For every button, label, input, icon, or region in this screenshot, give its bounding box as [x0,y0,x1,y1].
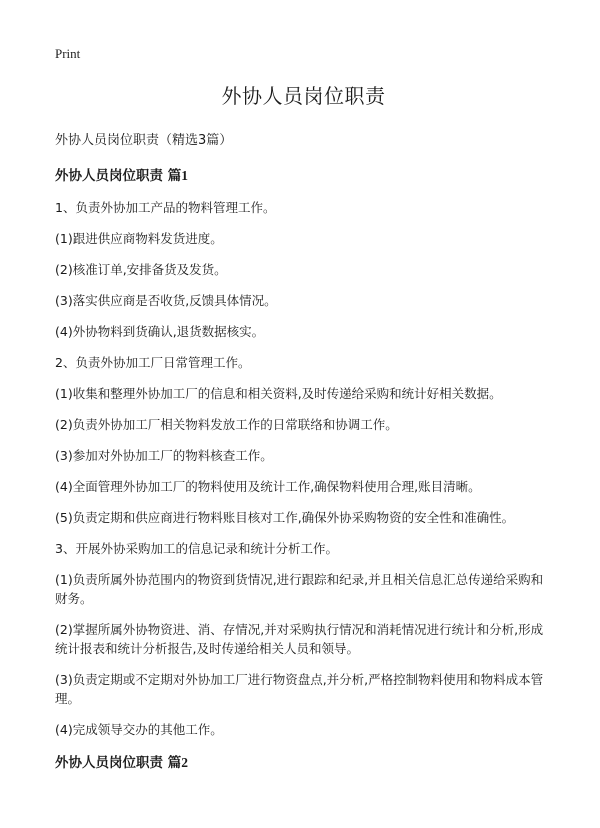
paragraph: (2)负责外协加工厂相关物料发放工作的日常联络和协调工作。 [55,417,398,432]
section-heading-text: 外协人员岗位职责 [55,168,163,184]
paragraph: (3)参加对外协加工厂的物料核查工作。 [55,448,273,463]
paragraph: (2)掌握所属外协物资进、消、存情况,并对采购执行情况和消耗情况进行统计和分析,形成统计报表和统计分析报告,及时传递给相关人员和领导。 [55,622,544,656]
paragraph: 1、负责外协加工产品的物料管理工作。 [55,200,276,215]
paragraph: (4)完成领导交办的其他工作。 [55,722,223,737]
paragraph: 2、负责外协加工厂日常管理工作。 [55,355,251,370]
section-heading-ordinal: 篇2 [167,755,188,770]
paragraph: (1)收集和整理外协加工厂的信息和相关资料,及时传递给采购和统计好相关数据。 [55,386,502,401]
print-label: Print [55,46,81,61]
paragraph: 3、开展外协采购加工的信息记录和统计分析工作。 [55,541,338,556]
paragraph: (1)跟进供应商物料发货进度。 [55,231,223,246]
document-title: 外协人员岗位职责 [221,84,386,108]
section-1-body [55,198,552,739]
paragraph: (3)负责定期或不定期对外协加工厂进行物资盘点,并分析,严格控制物料使用和物料成本管理。 [55,672,544,706]
paragraph: (4)外协物料到货确认,退货数据核实。 [55,324,265,339]
paragraph: (2)核准订单,安排备货及发货。 [55,262,227,277]
paragraph: (4)全面管理外协加工厂的物料使用及统计工作,确保物料使用合理,账目清晰。 [55,479,481,494]
paragraph: (1)负责所属外协范围内的物资到货情况,进行跟踪和纪录,并且相关信息汇总传递给采购和财务。 [55,572,544,606]
section-heading-ordinal: 篇1 [167,168,188,183]
section-heading-2 [55,751,552,771]
paragraph: (3)落实供应商是否收货,反馈具体情况。 [55,293,277,308]
section-heading-1 [55,164,552,184]
paragraph: (5)负责定期和供应商进行物料账目核对工作,确保外协采购物资的安全性和准确性。 [55,510,515,525]
section-heading-text: 外协人员岗位职责 [55,755,163,771]
document-subtitle: 外协人员岗位职责（精选3篇） [55,133,233,148]
